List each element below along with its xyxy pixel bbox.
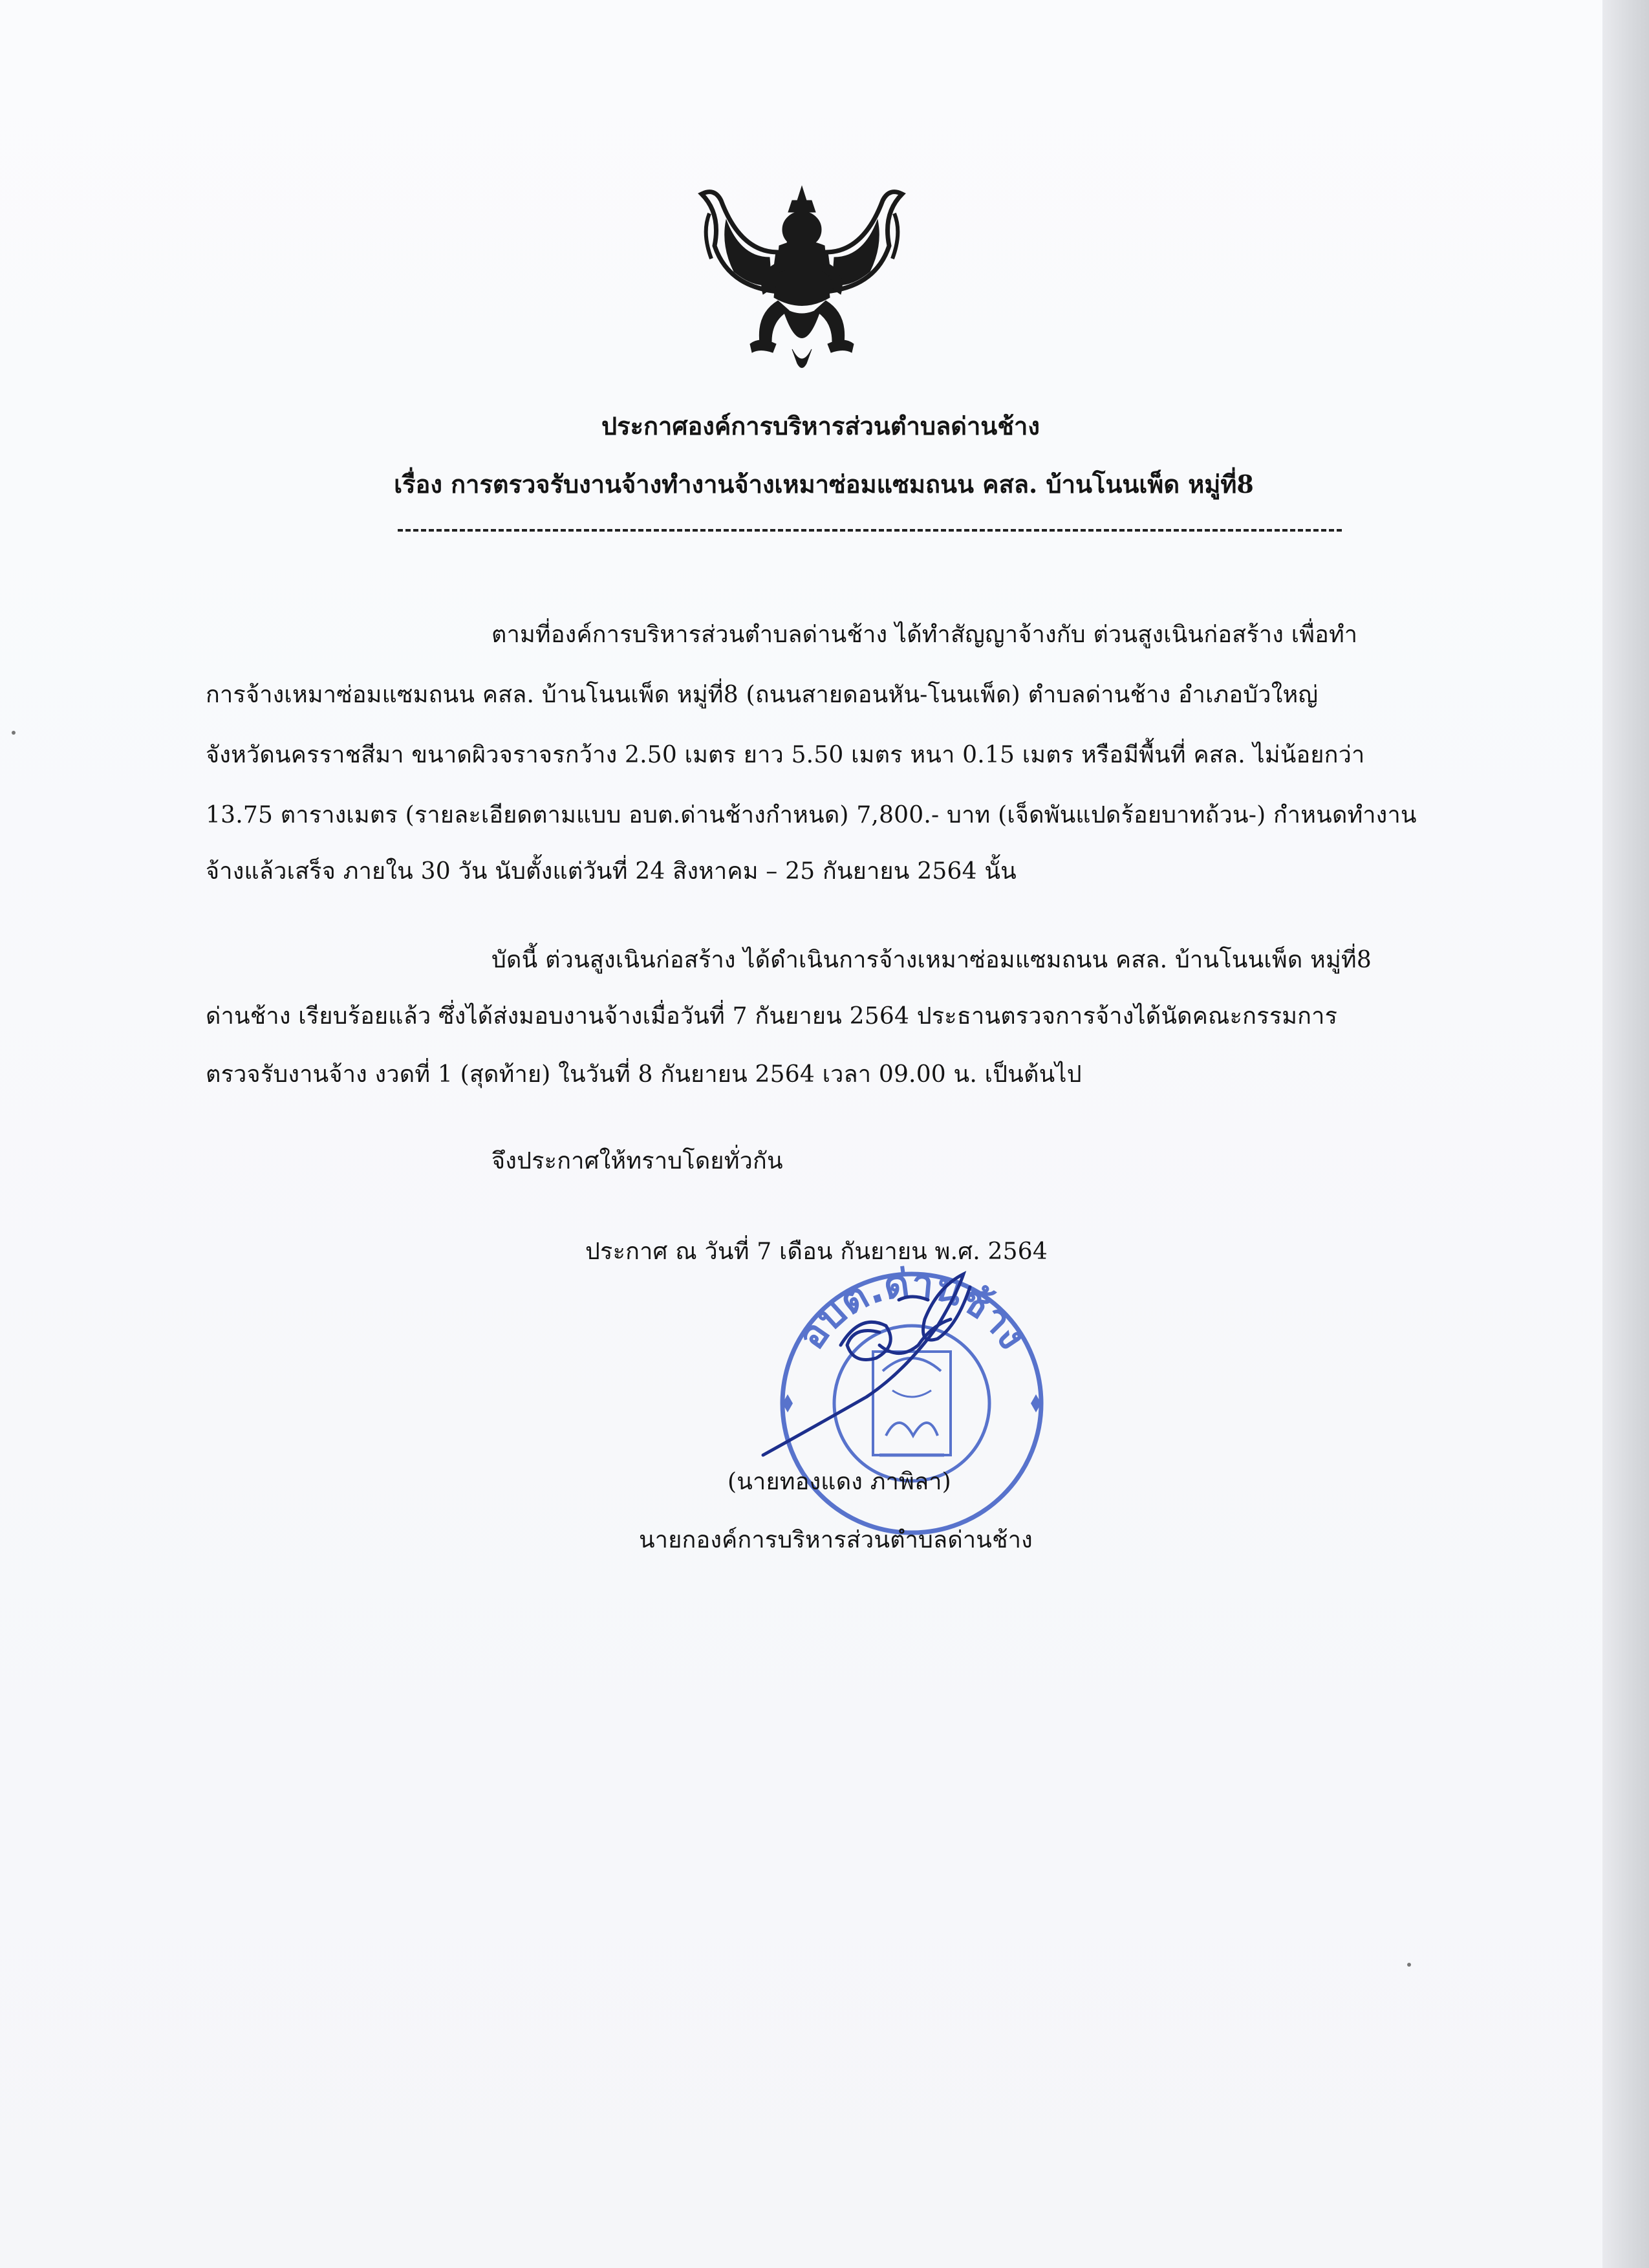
- paragraph1-line: จ้างแล้วเสร็จ ภายใน 30 วัน นับตั้งแต่วันที่ 24 สิงหาคม – 25 กันยายน 2564 นั้น: [206, 858, 1017, 885]
- paragraph1-line: จังหวัดนครราชสีมา ขนาดผิวจราจรกว้าง 2.50 เมตร ยาว 5.50 เมตร หนา 0.15 เมตร หรือมีพื้นที่ คสล. ไม่น้อยกว่า: [206, 742, 1365, 768]
- signature-icon: [744, 1248, 1041, 1474]
- scan-speck: [1407, 1963, 1411, 1967]
- paragraph2-line: ตรวจรับงานจ้าง งวดที่ 1 (สุดท้าย) ในวันที่ 8 กันยายน 2564 เวลา 09.00 น. เป็นต้นไป: [206, 1061, 1082, 1088]
- announcement-subject: เรื่อง การตรวจรับงานจ้างทำงานจ้างเหมาซ่อมแซมถนน คสล. บ้านโนนเพ็ด หมู่ที่8: [394, 470, 1254, 499]
- scan-speck: [12, 731, 16, 735]
- garuda-emblem-icon: [695, 175, 909, 382]
- announcement-title: ประกาศองค์การบริหารส่วนตำบลด่านช้าง: [601, 411, 1040, 440]
- svg-text:อบต.ด่านช้าง: อบต.ด่านช้าง: [788, 1260, 1036, 1357]
- signer-name: (นายทองแดง ภาพิลา): [727, 1469, 951, 1495]
- paragraph2-line: ด่านช้าง เรียบร้อยแล้ว ซึ่งได้ส่งมอบงานจ้างเมื่อวันที่ 7 กันยายน 2564 ประธานตรวจการจ้างได้นัดคณะกรรมการ: [206, 1003, 1338, 1030]
- paragraph1-line: 13.75 ตารางเมตร (รายละเอียดตามแบบ อบต.ด่านช้างกำหนด) 7,800.- บาท (เจ็ดพันแปดร้อยบาทถ้วน-) กำหนดทำงาน: [206, 802, 1417, 828]
- scan-edge-shadow: [1602, 0, 1649, 2268]
- dashed-divider: [398, 529, 1342, 532]
- announce-date: ประกาศ ณ วันที่ 7 เดือน กันยายน พ.ศ. 2564: [585, 1238, 1048, 1265]
- closing-statement: จึงประกาศให้ทราบโดยทั่วกัน: [491, 1148, 783, 1174]
- paragraph2-line: บัดนี้ ต่วนสูงเนินก่อสร้าง ได้ดำเนินการจ้างเหมาซ่อมแซมถนน คสล. บ้านโนนเพ็ด หมู่ที่8: [491, 947, 1372, 973]
- paragraph1-line: ตามที่องค์การบริหารส่วนตำบลด่านช้าง ได้ทำสัญญาจ้างกับ ต่วนสูงเนินก่อสร้าง เพื่อทำ: [491, 621, 1358, 648]
- signer-title: นายกองค์การบริหารส่วนตำบลด่านช้าง: [639, 1527, 1033, 1553]
- paragraph1-line: การจ้างเหมาซ่อมแซมถนน คสล. บ้านโนนเพ็ด หมู่ที่8 (ถนนสายดอนหัน-โนนเพ็ด) ตำบลด่านช้าง อำเภอบัวใหญ่: [206, 682, 1319, 708]
